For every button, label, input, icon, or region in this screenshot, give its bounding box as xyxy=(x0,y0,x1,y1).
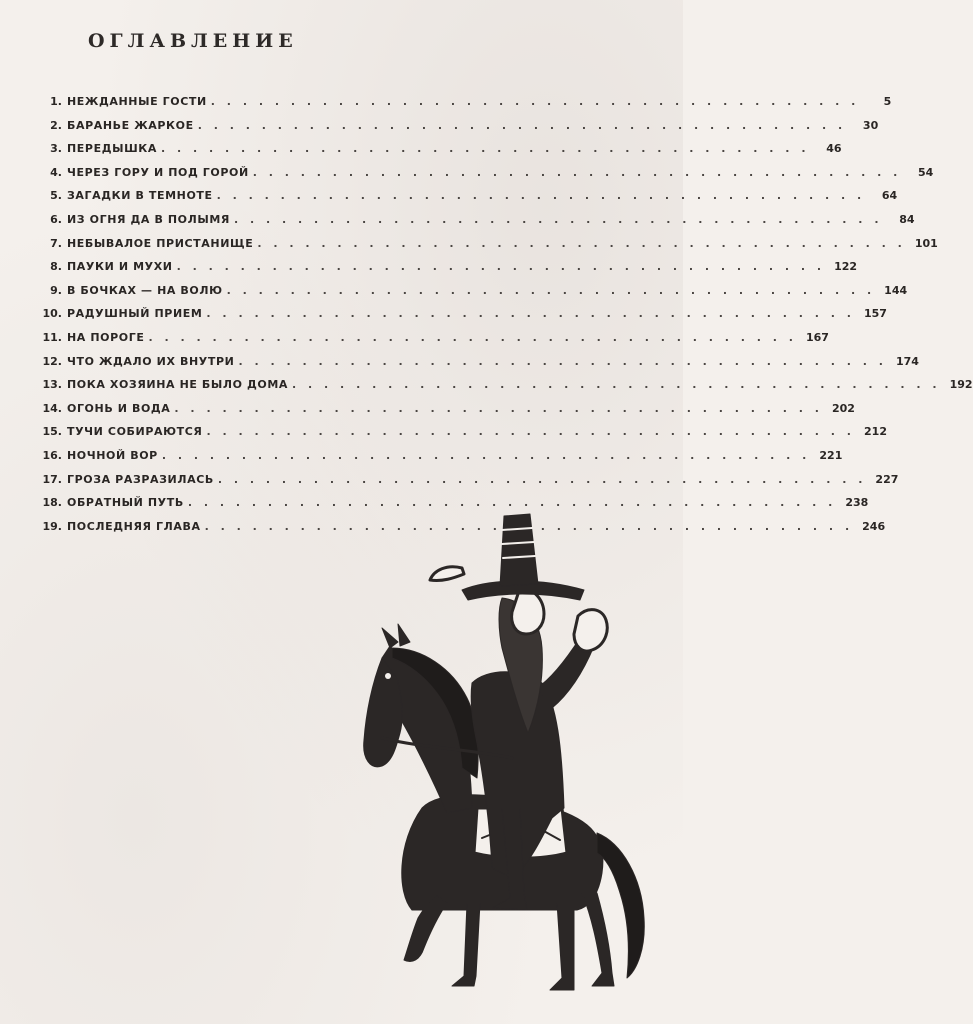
toc-entry-title: БАРАНЬЕ ЖАРКОЕ xyxy=(67,118,194,132)
toc-entry-number: 15. xyxy=(42,425,62,439)
toc-dot-leader xyxy=(253,166,902,179)
toc-entry-page: 238 xyxy=(845,496,869,510)
toc-entry-title: НА ПОРОГЕ xyxy=(67,330,145,344)
toc-entry-title: ЧЕРЕЗ ГОРУ И ПОД ГОРОЙ xyxy=(67,165,249,179)
toc-entry-page: 221 xyxy=(819,448,843,462)
toc-entry-title: ПАУКИ И МУХИ xyxy=(67,260,173,274)
toc-entry-number: 19. xyxy=(42,519,62,533)
toc-entry-page: 144 xyxy=(884,283,908,297)
toc-entry-page: 192 xyxy=(949,378,973,392)
toc-entry-page: 167 xyxy=(806,330,829,344)
toc-entry-title: ЧТО ЖДАЛО ИХ ВНУТРИ xyxy=(67,354,235,368)
toc-entry xyxy=(38,330,829,355)
toc-entry-page: 54 xyxy=(917,165,934,179)
toc-entry-page: 227 xyxy=(875,472,899,486)
toc-entry-title: ПЕРЕДЫШКА xyxy=(67,142,157,156)
toc-entry-page: 246 xyxy=(862,519,886,533)
toc-dot-leader xyxy=(217,189,866,202)
toc-entry xyxy=(38,165,934,190)
toc-dot-leader xyxy=(218,473,867,486)
toc-entry-number: 7. xyxy=(50,236,62,250)
toc-entry-number: 16. xyxy=(42,448,62,462)
toc-entry xyxy=(38,283,908,308)
toc-entry-page: 5 xyxy=(883,95,892,108)
toc-entry-title: ГРОЗА РАЗРАЗИЛАСЬ xyxy=(67,472,214,486)
toc-entry-title: НЕБЫВАЛОЕ ПРИСТАНИЩЕ xyxy=(67,236,254,250)
toc-entry-number: 17. xyxy=(42,472,62,486)
toc-entry-number: 9. xyxy=(50,283,62,297)
toc-entry xyxy=(38,425,887,449)
toc-entry-number: 8. xyxy=(50,260,62,274)
toc-dot-leader xyxy=(227,284,876,297)
toc-entry-title: В БОЧКАХ — НА ВОЛЮ xyxy=(67,283,223,297)
toc-entry-number: 1. xyxy=(50,95,62,108)
toc-dot-leader xyxy=(162,449,811,462)
toc-entry-page: 64 xyxy=(881,189,898,203)
toc-entry-number: 18. xyxy=(42,496,62,510)
toc-entry-title: ЗАГАДКИ В ТЕМНОТЕ xyxy=(67,189,213,203)
toc-entry-number: 11. xyxy=(42,330,62,344)
toc-entry-number: 14. xyxy=(42,401,62,415)
toc-dot-leader xyxy=(257,237,906,250)
toc-dot-leader xyxy=(161,142,810,155)
toc-entry-title: ПОКА ХОЗЯИНА НЕ БЫЛО ДОМА xyxy=(67,378,289,392)
toc-dot-leader xyxy=(206,307,855,320)
toc-entry xyxy=(38,95,892,119)
toc-entry-title: ОГОНЬ И ВОДА xyxy=(67,401,171,415)
toc-list xyxy=(38,95,973,543)
toc-entry-number: 6. xyxy=(50,212,62,226)
toc-entry-title: РАДУШНЫЙ ПРИЕМ xyxy=(67,307,203,321)
toc-entry xyxy=(38,212,915,237)
toc-dot-leader xyxy=(206,425,855,438)
toc-entry-title: ТУЧИ СОБИРАЮТСЯ xyxy=(67,425,203,439)
toc-entry-number: 13. xyxy=(42,378,62,392)
toc-entry-number: 4. xyxy=(50,165,62,179)
toc-entry-page: 174 xyxy=(895,354,919,368)
toc-entry xyxy=(38,260,858,284)
toc-entry-number: 10. xyxy=(42,307,62,321)
toc-dot-leader xyxy=(177,260,826,273)
toc-entry-title: НЕЖДАННЫЕ ГОСТИ xyxy=(67,95,207,108)
toc-entry-page: 30 xyxy=(862,118,879,132)
toc-entry-title: ИЗ ОГНЯ ДА В ПОЛЫМЯ xyxy=(67,212,230,226)
toc-dot-leader xyxy=(211,95,860,108)
toc-dot-leader xyxy=(238,355,887,368)
toc-entry xyxy=(38,401,855,426)
toc-entry xyxy=(38,472,899,497)
toc-entry xyxy=(38,189,898,213)
toc-dot-leader xyxy=(148,331,797,344)
toc-entry-number: 3. xyxy=(50,142,62,156)
toc-entry-number: 2. xyxy=(50,118,62,132)
wizard-on-horse-icon xyxy=(352,508,652,998)
toc-dot-leader xyxy=(198,119,847,132)
toc-entry-page: 202 xyxy=(831,401,855,415)
toc-dot-leader xyxy=(292,378,941,391)
toc-entry-page: 157 xyxy=(863,307,887,321)
toc-entry-page: 84 xyxy=(899,212,915,226)
toc-entry xyxy=(38,118,879,143)
toc-entry-page: 212 xyxy=(864,425,887,439)
toc-entry-number: 5. xyxy=(50,189,62,203)
toc-dot-leader xyxy=(234,213,883,226)
toc-entry xyxy=(38,448,843,473)
toc-entry-page: 122 xyxy=(834,260,858,274)
toc-heading: ОГЛАВЛЕНИЕ xyxy=(88,30,298,52)
toc-entry-title: ПОСЛЕДНЯЯ ГЛАВА xyxy=(67,519,201,533)
toc-entry xyxy=(38,142,842,166)
toc-entry-page: 101 xyxy=(914,236,938,250)
toc-entry xyxy=(38,307,887,331)
toc-entry-title: ОБРАТНЫЙ ПУТЬ xyxy=(67,496,184,510)
toc-entry-page: 46 xyxy=(826,142,842,156)
toc-entry xyxy=(38,354,919,379)
toc-entry xyxy=(38,236,938,261)
toc-entry xyxy=(38,519,886,544)
toc-dot-leader xyxy=(174,402,823,415)
toc-entry-title: НОЧНОЙ ВОР xyxy=(67,448,158,462)
toc-entry xyxy=(38,496,869,520)
toc-entry-number: 12. xyxy=(42,354,62,368)
toc-entry xyxy=(38,378,973,402)
